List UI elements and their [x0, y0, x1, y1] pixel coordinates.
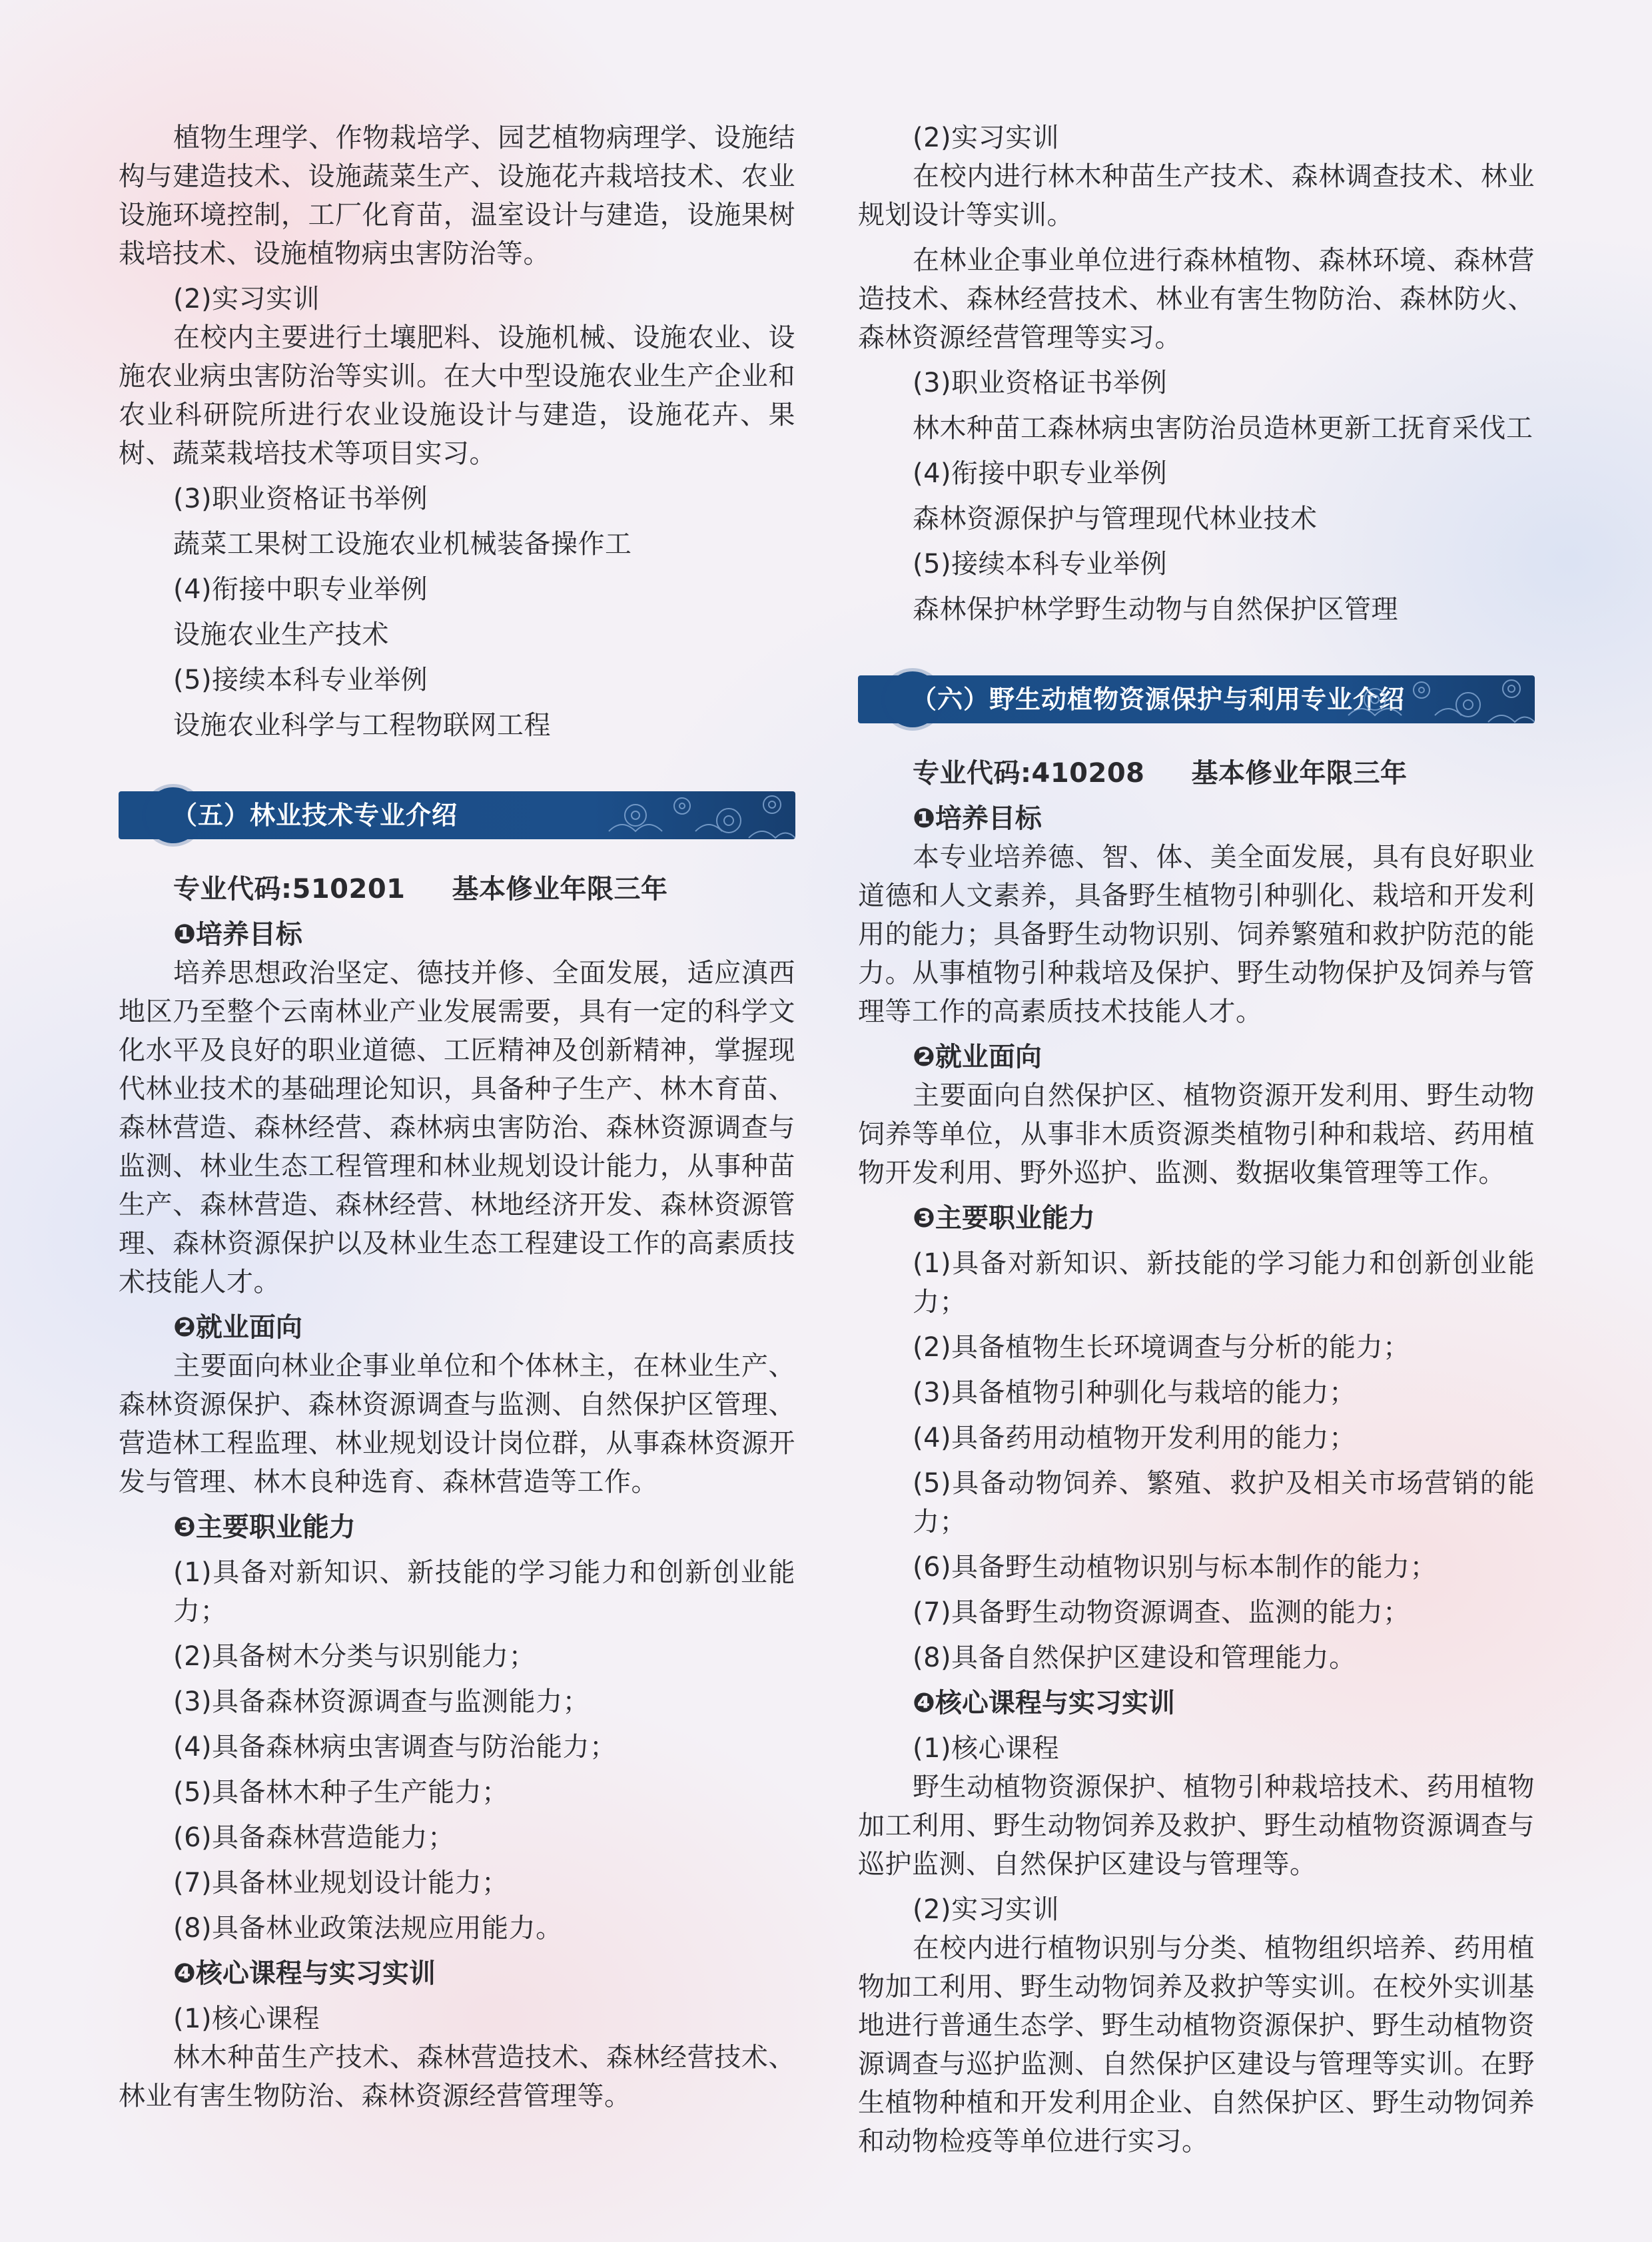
ability-item: (1)具备对新知识、新技能的学习能力和创新创业能力； — [173, 1557, 795, 1627]
section-five-employment-heading: ❷就业面向 — [173, 1312, 302, 1343]
cert-label: (3)职业资格证书举例 — [173, 484, 428, 514]
section-five-duration: 基本修业年限三年 — [452, 874, 668, 905]
ability-item: (1)具备对新知识、新技能的学习能力和创新创业能力； — [913, 1248, 1535, 1317]
section-six-duration: 基本修业年限三年 — [1191, 758, 1408, 789]
section-six-course-label: (1)核心课程 — [913, 1733, 1060, 1764]
section-six-course-text: 野生动植物资源保护、植物引种栽培技术、药用植物加工利用、野生动物饲养及救护、野生动植物资源调查与巡护监测、自然保护区建设与管理等。 — [858, 1772, 1535, 1880]
intro-paragraph: 植物生理学、作物栽培学、园艺植物病理学、设施结构与建造技术、设施蔬菜生产、设施花卉栽培技术、农业设施环境控制，工厂化育苗，温室设计与建造，设施果树栽培技术、设施植物病虫害防治等。 — [119, 123, 795, 269]
section-six-ability-heading: ❸主要职业能力 — [913, 1203, 1095, 1234]
ability-item: (7)具备林业规划设计能力； — [173, 1868, 509, 1898]
ability-item: (7)具备野生动物资源调查、监测的能力； — [913, 1597, 1410, 1628]
section-five-code: 专业代码:510201 — [173, 874, 406, 905]
section-six-training-text: 在校内进行植物识别与分类、植物组织培养、药用植物加工利用、野生动物饲养及救护等实训。在校外实训基地进行普通生态学、野生动植物资源保护、野生动植物资源调查与巡护监测、自然保护区建设与管理等实训。在野生植物种植和开发利用企业、自然保护区、野生动物饲养和动物检疫等单位进行实习。 — [858, 1933, 1535, 2157]
ability-item: (3)具备森林资源调查与监测能力； — [173, 1686, 590, 1717]
bachelor-label: (5)接续本科专业举例 — [173, 665, 428, 695]
section-six-code: 专业代码:410208 — [913, 758, 1145, 789]
section-five-title: （五）林业技术专业介绍 — [172, 801, 458, 830]
right-cert-label: (3)职业资格证书举例 — [913, 368, 1168, 398]
ability-item: (6)具备野生动植物识别与标本制作的能力； — [913, 1552, 1438, 1583]
section-five-course-text: 林木种苗生产技术、森林营造技术、森林经营技术、林业有害生物防治、森林资源经营管理等。 — [119, 2042, 795, 2111]
bachelor-text: 设施农业科学与工程物联网工程 — [173, 710, 551, 741]
section-six-title: （六）野生动植物资源保护与利用专业介绍 — [911, 685, 1406, 714]
section-six-banner — [858, 675, 1535, 723]
section-five-course-label: (1)核心课程 — [173, 2004, 320, 2034]
ability-item: (5)具备林木种子生产能力； — [173, 1777, 509, 1808]
right-secondary-text: 森林资源保护与管理现代林业技术 — [913, 504, 1318, 534]
cert-text: 蔬菜工果树工设施农业机械装备操作工 — [173, 529, 632, 560]
section-five-course-heading: ❹核心课程与实习实训 — [173, 1958, 436, 1989]
section-five-banner — [119, 791, 795, 839]
right-column — [858, 119, 1535, 2161]
section-five-employment-text: 主要面向林业企事业单位和个体林主，在林业生产、森林资源保护、森林资源调查与监测、自然保护区管理、营造林工程监理、林业规划设计岗位群，从事森林资源开发与管理、林木良种选育、森林营造等工作。 — [119, 1351, 795, 1497]
ability-item: (8)具备自然保护区建设和管理能力。 — [913, 1643, 1356, 1673]
ability-item: (2)具备植物生长环境调查与分析的能力； — [913, 1332, 1410, 1363]
secondary-label: (4)衔接中职专业举例 — [173, 574, 428, 605]
training-label: (2)实习实训 — [173, 284, 320, 314]
section-six-training-label: (2)实习实训 — [913, 1894, 1060, 1925]
right-bachelor-text: 森林保护林学野生动物与自然保护区管理 — [913, 594, 1398, 625]
left-column — [119, 119, 795, 2115]
right-training-text-2: 在林业企事业单位进行森林植物、森林环境、森林营造技术、森林经营技术、林业有害生物防治、森林防火、森林资源经营管理等实习。 — [858, 245, 1535, 353]
right-cert-text: 林木种苗工森林病虫害防治员造林更新工抚育采伐工 — [913, 413, 1533, 444]
section-six-employment-text: 主要面向自然保护区、植物资源开发利用、野生动物饲养等单位，从事非木质资源类植物引种和栽培、药用植物开发利用、野外巡护、监测、数据收集管理等工作。 — [858, 1080, 1535, 1188]
section-six-course-heading: ❹核心课程与实习实训 — [913, 1688, 1175, 1718]
section-six-meta — [858, 754, 1535, 793]
ability-item: (4)具备森林病虫害调查与防治能力； — [173, 1732, 617, 1762]
ability-item: (3)具备植物引种驯化与栽培的能力； — [913, 1377, 1356, 1408]
secondary-text: 设施农业生产技术 — [173, 619, 389, 650]
right-secondary-label: (4)衔接中职专业举例 — [913, 458, 1168, 489]
section-five-ability-heading: ❸主要职业能力 — [173, 1512, 356, 1543]
section-five-meta — [119, 870, 795, 909]
floral-pattern-icon — [1335, 675, 1535, 723]
section-six-employment-heading: ❷就业面向 — [913, 1042, 1042, 1072]
ability-item: (6)具备森林营造能力； — [173, 1822, 455, 1853]
ability-item: (2)具备树木分类与识别能力； — [173, 1641, 536, 1672]
right-training-text-1: 在校内进行林木种苗生产技术、森林调查技术、林业规划设计等实训。 — [858, 161, 1535, 230]
ability-item: (8)具备林业政策法规应用能力。 — [173, 1913, 563, 1944]
section-six-goal-text: 本专业培养德、智、体、美全面发展，具有良好职业道德和人文素养，具备野生植物引种驯化、栽培和开发利用的能力；具备野生动物识别、饲养繁殖和救护防范的能力。从事植物引种栽培及保护、野生动物保护及饲养与管理等工作的高素质技术技能人才。 — [858, 842, 1535, 1027]
ability-item: (5)具备动物饲养、繁殖、救护及相关市场营销的能力； — [913, 1468, 1535, 1537]
right-bachelor-label: (5)接续本科专业举例 — [913, 549, 1168, 579]
ability-item: (4)具备药用动植物开发利用的能力； — [913, 1423, 1356, 1453]
right-training-label: (2)实习实训 — [913, 123, 1060, 153]
section-six-goal-heading: ❶培养目标 — [913, 803, 1042, 834]
floral-pattern-icon — [596, 791, 795, 839]
section-five-goal-heading: ❶培养目标 — [173, 919, 302, 950]
training-text: 在校内主要进行土壤肥料、设施机械、设施农业、设施农业病虫害防治等实训。在大中型设施农业生产企业和农业科研院所进行农业设施设计与建造，设施花卉、果树、蔬菜栽培技术等项目实习。 — [119, 322, 795, 469]
section-five-goal-text: 培养思想政治坚定、德技并修、全面发展，适应滇西地区乃至整个云南林业产业发展需要，具有一定的科学文化水平及良好的职业道德、工匠精神及创新精神，掌握现代林业技术的基础理论知识，具备种子生产、林木育苗、森林营造、森林经营、森林病虫害防治、森林资源调查与监测、林业生态工程管理和林业规划设计能力，从事种苗生产、森林营造、森林经营、林地经济开发、森林资源管理、森林资源保护以及林业生态工程建设工作的高素质技术技能人才。 — [119, 958, 795, 1298]
